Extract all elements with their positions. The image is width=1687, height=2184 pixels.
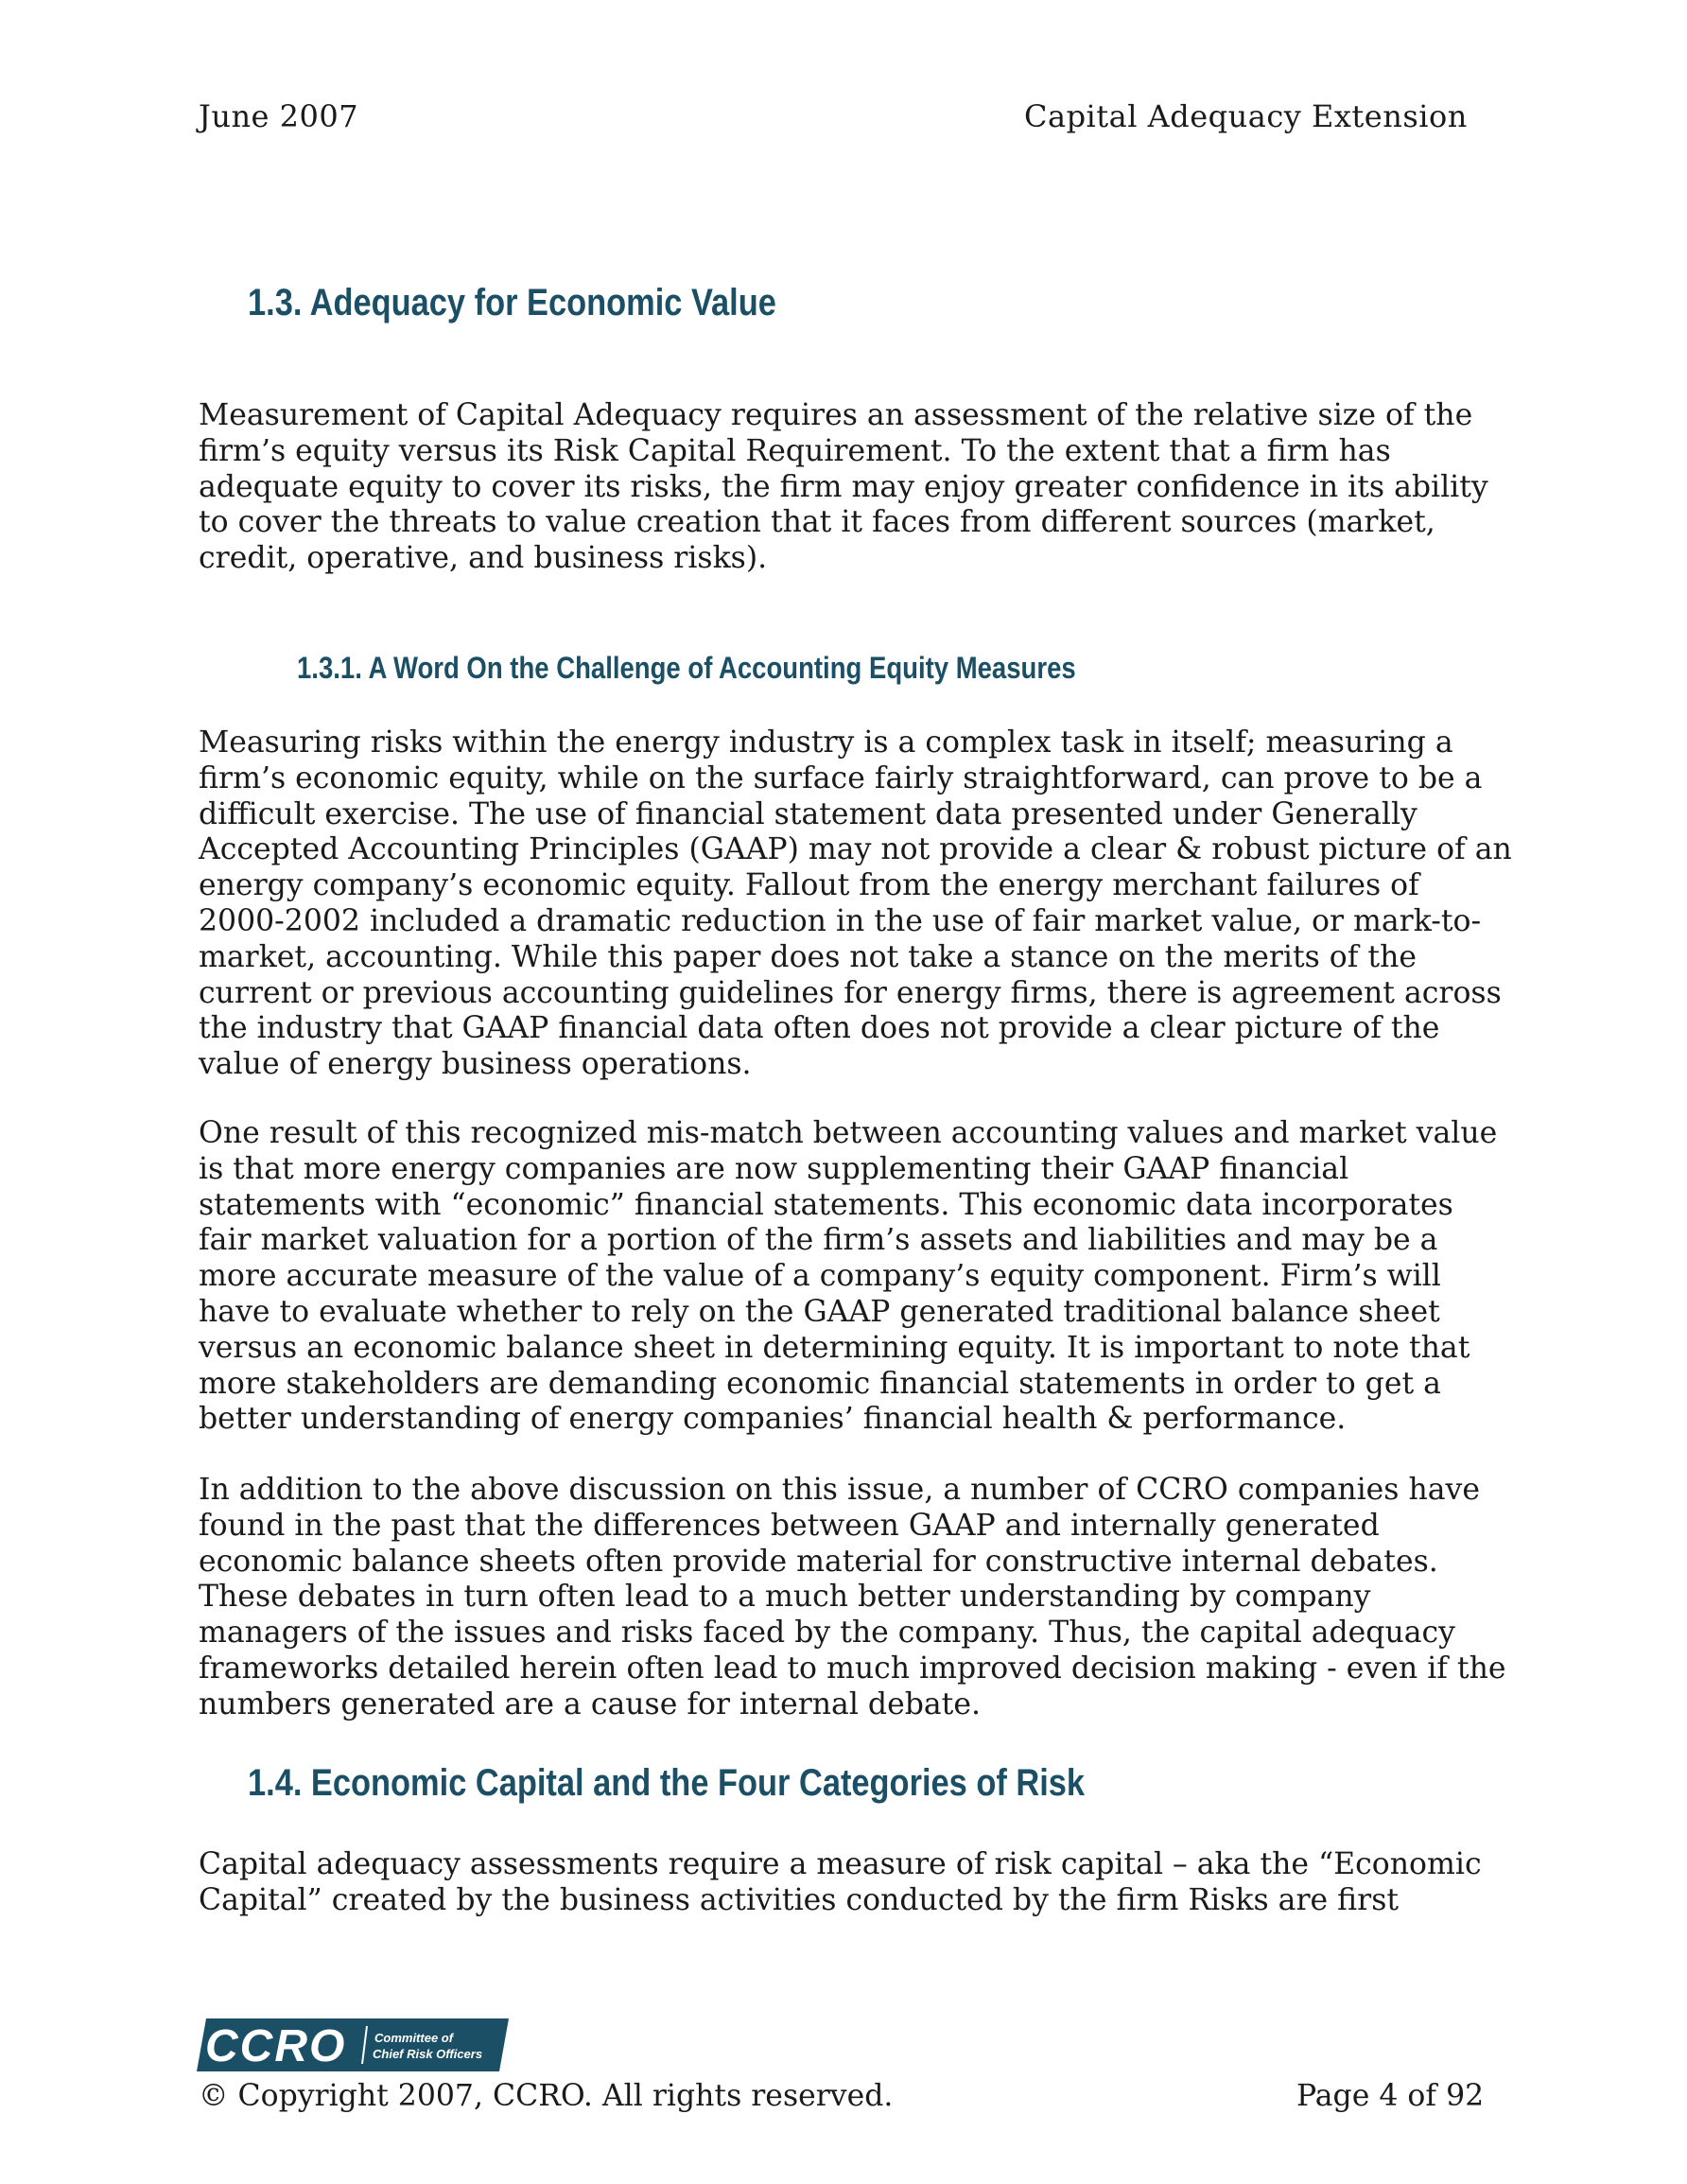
section-heading-1-4: 1.4. Economic Capital and the Four Categories of Risk: [248, 1762, 1086, 1804]
text-line: statements with “economic” financial statements. This economic data incorporates: [199, 1187, 1453, 1222]
text-line: frameworks detailed herein often lead to much improved decision making - even if the: [199, 1651, 1506, 1686]
text-line: Measurement of Capital Adequacy requires an assessment of the relative size of the: [199, 398, 1473, 432]
text-line: Capital” created by the business activities conducted by the firm Risks are first: [199, 1882, 1400, 1917]
text-line: energy company’s economic equity. Fallout from the energy merchant failures of: [199, 868, 1419, 903]
text-line: credit, operative, and business risks).: [199, 541, 768, 576]
text-line: better understanding of energy companies’ financial health & performance.: [199, 1402, 1347, 1437]
text-line: adequate equity to cover its risks, the firm may enjoy greater confidence in its ability: [199, 469, 1488, 504]
text-line: Capital adequacy assessments require a measure of risk capital – aka the “Economic: [199, 1847, 1482, 1881]
text-line: found in the past that the differences between GAAP and internally generated: [199, 1508, 1380, 1543]
text-line: the industry that GAAP financial data often does not provide a clear picture of the: [199, 1011, 1440, 1046]
text-line: value of energy business operations.: [199, 1047, 752, 1082]
text-line: These debates in turn often lead to a much better understanding by company: [199, 1580, 1371, 1615]
ccro-logo-wordmark: CCRO: [205, 2021, 347, 2071]
header-date: June 2007: [199, 98, 359, 134]
text-line: 2000-2002 included a dramatic reduction in the use of fair market value, or mark-to-: [199, 903, 1482, 938]
footer-copyright: © Copyright 2007, CCRO. All rights reserved.: [199, 2079, 894, 2113]
text-line: more accurate measure of the value of a company’s equity component. Firm’s will: [199, 1259, 1441, 1294]
section-heading-1-3-1: 1.3.1. A Word On the Challenge of Accounting Equity Measures: [297, 651, 1076, 685]
text-line: market, accounting. While this paper does not take a stance on the merits of the: [199, 939, 1417, 974]
text-line: managers of the issues and risks faced by the company. Thus, the capital adequacy: [199, 1616, 1455, 1651]
text-line: is that more energy companies are now supplementing their GAAP financial: [199, 1151, 1349, 1186]
text-line: firm’s equity versus its Risk Capital Requirement. To the extent that a firm has: [199, 433, 1391, 468]
text-line: have to evaluate whether to rely on the GAAP generated traditional balance sheet: [199, 1294, 1440, 1329]
paragraph-measuring-risks: [199, 725, 1522, 1083]
ccro-logo-tagline-2: Chief Risk Officers: [373, 2047, 483, 2061]
footer-page-number: Page 4 of 92: [1296, 2079, 1485, 2113]
section-heading-1-3: 1.3. Adequacy for Economic Value: [248, 282, 776, 323]
text-line: versus an economic balance sheet in determining equity. It is important to note that: [199, 1330, 1470, 1365]
text-line: difficult exercise. The use of financial statement data presented under Generally: [199, 796, 1417, 831]
text-line: more stakeholders are demanding economic financial statements in order to get a: [199, 1366, 1441, 1401]
ccro-logo-tagline-1: Committee of: [374, 2031, 454, 2045]
text-line: Accepted Accounting Principles (GAAP) may not provide a clear & robust picture of an: [199, 832, 1512, 867]
paragraph-capital-adequacy: [199, 398, 1522, 577]
text-line: Measuring risks within the energy industry is a complex task in itself; measuring a: [199, 725, 1453, 760]
paragraph-ccro-debates: [199, 1473, 1522, 1723]
text-line: firm’s economic equity, while on the surface fairly straightforward, can prove to be a: [199, 760, 1483, 795]
paragraph-mismatch: [199, 1116, 1522, 1438]
text-line: In addition to the above discussion on this issue, a number of CCRO companies have: [199, 1473, 1480, 1507]
paragraph-economic-capital: [199, 1847, 1522, 1919]
ccro-logo: [197, 2018, 509, 2071]
text-line: numbers generated are a cause for internal debate.: [199, 1686, 981, 1721]
text-line: fair market valuation for a portion of the firm’s assets and liabilities and may be a: [199, 1223, 1438, 1258]
header-title: Capital Adequacy Extension: [1024, 98, 1468, 134]
text-line: economic balance sheets often provide material for constructive internal debates.: [199, 1544, 1438, 1579]
text-line: One result of this recognized mis-match between accounting values and market value: [199, 1116, 1498, 1150]
text-line: current or previous accounting guidelines for energy firms, there is agreement across: [199, 975, 1502, 1010]
text-line: to cover the threats to value creation that it faces from different sources (market,: [199, 505, 1435, 540]
